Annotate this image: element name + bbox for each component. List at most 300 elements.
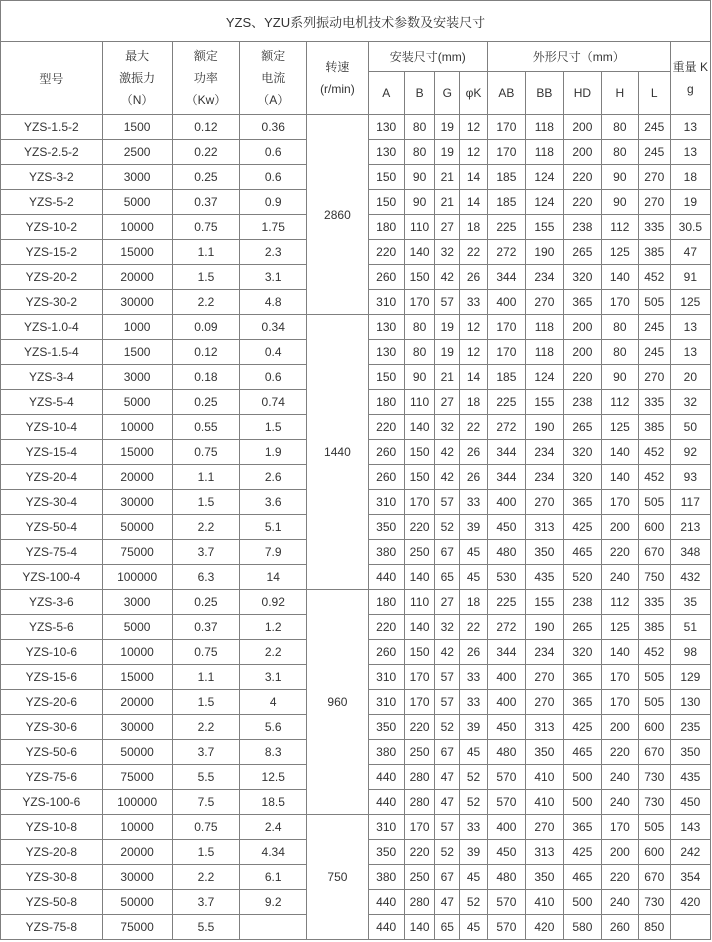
table-cell: 280	[404, 765, 435, 790]
table-cell: 270	[638, 190, 670, 215]
model-cell: YZS-10-2	[1, 215, 103, 240]
table-cell: 400	[487, 290, 525, 315]
table-cell: 47	[435, 890, 460, 915]
table-cell: 385	[638, 415, 670, 440]
table-cell: 30.5	[670, 215, 710, 240]
table-cell: 420	[525, 915, 563, 940]
table-cell: 200	[563, 315, 601, 340]
table-cell: 3000	[102, 165, 172, 190]
table-cell: 155	[525, 215, 563, 240]
table-cell: 30000	[102, 290, 172, 315]
model-cell: YZS-100-6	[1, 790, 103, 815]
table-cell: 170	[404, 490, 435, 515]
table-cell: 265	[563, 615, 601, 640]
table-cell: 2.2	[172, 515, 240, 540]
table-cell: 245	[638, 340, 670, 365]
table-cell: 1.1	[172, 665, 240, 690]
table-cell: 260	[368, 465, 404, 490]
table-cell: 150	[404, 640, 435, 665]
table-cell: 465	[563, 540, 601, 565]
table-cell: 57	[435, 290, 460, 315]
table-cell: 20000	[102, 690, 172, 715]
table-cell: 238	[563, 390, 601, 415]
table-cell: 850	[638, 915, 670, 940]
table-cell: 80	[601, 115, 638, 140]
table-cell: 170	[404, 665, 435, 690]
table-cell: 143	[670, 815, 710, 840]
table-cell: 365	[563, 290, 601, 315]
model-cell: YZS-2.5-2	[1, 140, 103, 165]
table-cell: 32	[435, 615, 460, 640]
table-cell: 90	[601, 365, 638, 390]
table-cell: 580	[563, 915, 601, 940]
table-cell: 26	[460, 640, 488, 665]
table-cell: 235	[670, 715, 710, 740]
table-cell: 18	[460, 390, 488, 415]
table-cell: 33	[460, 490, 488, 515]
table-cell: 245	[638, 140, 670, 165]
table-cell: 45	[460, 540, 488, 565]
table-cell: 335	[638, 390, 670, 415]
table-cell: 75000	[102, 765, 172, 790]
table-cell: 272	[487, 615, 525, 640]
model-cell: YZS-30-8	[1, 865, 103, 890]
table-cell: 90	[404, 365, 435, 390]
table-cell: 365	[563, 490, 601, 515]
table-cell: 90	[601, 190, 638, 215]
model-cell: YZS-75-4	[1, 540, 103, 565]
table-cell: 140	[404, 615, 435, 640]
table-cell: 10000	[102, 215, 172, 240]
table-cell: 140	[601, 465, 638, 490]
header-model: 型号	[1, 42, 103, 115]
header-max-exciting-force: 最大 激振力 （N）	[102, 42, 172, 115]
table-cell: 344	[487, 465, 525, 490]
table-cell: 440	[368, 765, 404, 790]
table-cell: 21	[435, 190, 460, 215]
table-cell: 18	[460, 215, 488, 240]
table-cell: 242	[670, 840, 710, 865]
table-cell: 600	[638, 715, 670, 740]
table-cell: 140	[404, 240, 435, 265]
table-cell: 365	[563, 665, 601, 690]
table-cell: 92	[670, 440, 710, 465]
table-cell: 313	[525, 715, 563, 740]
table-cell: 52	[460, 790, 488, 815]
table-cell: 385	[638, 240, 670, 265]
model-cell: YZS-100-4	[1, 565, 103, 590]
table-cell: 234	[525, 640, 563, 665]
table-cell: 91	[670, 265, 710, 290]
table-cell: 155	[525, 390, 563, 415]
table-cell: 440	[368, 890, 404, 915]
table-cell: 47	[670, 240, 710, 265]
table-cell: 320	[563, 640, 601, 665]
table-cell: 500	[563, 890, 601, 915]
table-cell: 12	[460, 140, 488, 165]
table-cell: 380	[368, 540, 404, 565]
table-cell: 350	[368, 715, 404, 740]
table-cell: 320	[563, 465, 601, 490]
table-cell: 5000	[102, 390, 172, 415]
table-cell: 410	[525, 765, 563, 790]
table-cell: 200	[563, 340, 601, 365]
table-cell: 440	[368, 915, 404, 940]
table-cell: 185	[487, 190, 525, 215]
table-cell: 15000	[102, 665, 172, 690]
table-cell: 335	[638, 590, 670, 615]
table-cell: 2.4	[240, 815, 307, 840]
model-cell: YZS-15-2	[1, 240, 103, 265]
table-cell: 170	[601, 665, 638, 690]
header-install-dimensions: 安装尺寸(mm)	[368, 42, 487, 72]
table-cell: 0.55	[172, 415, 240, 440]
header-rated-current: 额定 电流 （A）	[240, 42, 307, 115]
table-cell: 260	[368, 640, 404, 665]
table-cell: 344	[487, 265, 525, 290]
table-cell: 57	[435, 665, 460, 690]
table-cell: 480	[487, 865, 525, 890]
table-cell: 0.22	[172, 140, 240, 165]
table-cell: 225	[487, 590, 525, 615]
table-cell: 0.92	[240, 590, 307, 615]
table-cell: 0.18	[172, 365, 240, 390]
table-cell: 57	[435, 490, 460, 515]
table-cell: 57	[435, 815, 460, 840]
table-cell: 20	[670, 365, 710, 390]
table-cell	[240, 915, 307, 940]
model-cell: YZS-30-4	[1, 490, 103, 515]
model-cell: YZS-20-6	[1, 690, 103, 715]
table-cell: 5000	[102, 190, 172, 215]
table-cell: 180	[368, 390, 404, 415]
table-cell: 15000	[102, 440, 172, 465]
table-cell: 125	[601, 415, 638, 440]
table-cell: 32	[435, 415, 460, 440]
table-cell: 350	[670, 740, 710, 765]
table-cell: 19	[435, 340, 460, 365]
table-cell: 200	[601, 840, 638, 865]
table-cell: 52	[435, 715, 460, 740]
table-cell: 344	[487, 440, 525, 465]
table-cell: 140	[601, 440, 638, 465]
table-cell: 220	[601, 540, 638, 565]
table-cell: 50000	[102, 515, 172, 540]
table-cell: 425	[563, 715, 601, 740]
table-cell: 12.5	[240, 765, 307, 790]
table-cell: 15000	[102, 240, 172, 265]
table-cell: 80	[404, 140, 435, 165]
table-cell: 260	[368, 265, 404, 290]
table-cell: 112	[601, 590, 638, 615]
table-cell: 5.6	[240, 715, 307, 740]
table-cell: 0.75	[172, 440, 240, 465]
table-cell: 26	[460, 465, 488, 490]
table-cell: 118	[525, 340, 563, 365]
table-cell: 225	[487, 215, 525, 240]
table-cell: 265	[563, 240, 601, 265]
table-cell: 3.1	[240, 665, 307, 690]
table-cell: 570	[487, 790, 525, 815]
table-cell: 45	[460, 865, 488, 890]
table-cell: 80	[601, 340, 638, 365]
table-cell: 0.25	[172, 390, 240, 415]
table-cell: 3000	[102, 365, 172, 390]
table-cell: 450	[670, 790, 710, 815]
table-cell: 4.8	[240, 290, 307, 315]
table-cell: 465	[563, 740, 601, 765]
table-cell: 570	[487, 890, 525, 915]
table-cell: 440	[368, 790, 404, 815]
table-cell: 2.2	[240, 640, 307, 665]
table-cell: 14	[460, 165, 488, 190]
table-cell: 400	[487, 490, 525, 515]
table-cell: 1500	[102, 115, 172, 140]
table-cell: 1.1	[172, 240, 240, 265]
table-cell: 118	[525, 115, 563, 140]
table-cell: 400	[487, 690, 525, 715]
table-cell: 200	[601, 515, 638, 540]
table-cell: 1.9	[240, 440, 307, 465]
table-cell: 270	[638, 365, 670, 390]
table-cell: 0.6	[240, 165, 307, 190]
table-cell: 400	[487, 815, 525, 840]
table-cell: 18	[460, 590, 488, 615]
table-cell: 47	[435, 765, 460, 790]
table-cell: 200	[563, 140, 601, 165]
model-cell: YZS-5-4	[1, 390, 103, 415]
header-col-h: H	[601, 72, 638, 115]
table-cell: 400	[487, 665, 525, 690]
table-cell: 270	[525, 665, 563, 690]
table-cell: 505	[638, 665, 670, 690]
table-cell: 350	[525, 865, 563, 890]
table-body	[1, 115, 711, 940]
model-cell: YZS-50-8	[1, 890, 103, 915]
table-cell: 1.5	[240, 415, 307, 440]
table-cell: 570	[487, 915, 525, 940]
table-cell: 344	[487, 640, 525, 665]
table-cell: 52	[460, 890, 488, 915]
table-cell: 354	[670, 865, 710, 890]
table-cell: 245	[638, 115, 670, 140]
table-cell: 505	[638, 815, 670, 840]
table-cell: 170	[487, 115, 525, 140]
table-cell: 1.75	[240, 215, 307, 240]
table-cell: 1.2	[240, 615, 307, 640]
table-cell: 130	[368, 315, 404, 340]
table-cell: 180	[368, 215, 404, 240]
table-cell: 130	[368, 340, 404, 365]
table-cell: 2.2	[172, 715, 240, 740]
table-cell: 2.3	[240, 240, 307, 265]
table-cell: 420	[670, 890, 710, 915]
table-cell: 0.12	[172, 115, 240, 140]
table-cell: 100000	[102, 565, 172, 590]
table-cell: 6.1	[240, 865, 307, 890]
table-cell: 10000	[102, 640, 172, 665]
table-cell: 130	[368, 115, 404, 140]
table-cell: 320	[563, 265, 601, 290]
table-cell: 7.5	[172, 790, 240, 815]
table-cell: 67	[435, 865, 460, 890]
model-cell: YZS-1.5-4	[1, 340, 103, 365]
table-cell: 1500	[102, 340, 172, 365]
table-cell: 45	[460, 915, 488, 940]
table-cell: 238	[563, 590, 601, 615]
table-cell: 250	[404, 540, 435, 565]
table-cell: 75000	[102, 540, 172, 565]
table-cell: 350	[525, 740, 563, 765]
table-cell: 190	[525, 615, 563, 640]
table-cell: 42	[435, 440, 460, 465]
table-cell: 140	[404, 415, 435, 440]
speed-cell: 2860	[307, 115, 369, 315]
table-cell: 500	[563, 765, 601, 790]
table-cell: 26	[460, 440, 488, 465]
table-cell: 220	[404, 840, 435, 865]
table-cell: 26	[460, 265, 488, 290]
table-cell: 450	[487, 515, 525, 540]
table-cell: 270	[525, 815, 563, 840]
table-cell: 570	[487, 765, 525, 790]
table-cell: 13	[670, 340, 710, 365]
table-cell: 42	[435, 465, 460, 490]
model-cell: YZS-20-4	[1, 465, 103, 490]
table-cell: 1.5	[172, 490, 240, 515]
table-cell: 13	[670, 315, 710, 340]
table-cell: 0.09	[172, 315, 240, 340]
table-cell: 33	[460, 690, 488, 715]
table-cell: 0.75	[172, 640, 240, 665]
header-col-a: A	[368, 72, 404, 115]
table-cell: 245	[638, 315, 670, 340]
table-cell: 150	[368, 190, 404, 215]
table-cell: 1.5	[172, 265, 240, 290]
table-cell: 435	[670, 765, 710, 790]
table-cell: 220	[563, 190, 601, 215]
table-cell: 280	[404, 790, 435, 815]
table-cell: 730	[638, 890, 670, 915]
model-cell: YZS-15-6	[1, 665, 103, 690]
table-cell: 0.74	[240, 390, 307, 415]
table-cell: 220	[368, 240, 404, 265]
table-cell: 52	[435, 840, 460, 865]
table-cell: 220	[601, 865, 638, 890]
table-cell: 730	[638, 790, 670, 815]
table-cell: 32	[670, 390, 710, 415]
table-cell: 2.2	[172, 865, 240, 890]
table-cell: 600	[638, 515, 670, 540]
table-cell: 0.6	[240, 365, 307, 390]
table-cell: 505	[638, 490, 670, 515]
table-cell: 150	[368, 365, 404, 390]
table-cell: 313	[525, 840, 563, 865]
table-cell: 750	[638, 565, 670, 590]
model-cell: YZS-5-2	[1, 190, 103, 215]
model-cell: YZS-10-4	[1, 415, 103, 440]
table-cell: 80	[404, 115, 435, 140]
table-row	[1, 590, 711, 615]
table-cell: 14	[460, 190, 488, 215]
table-cell: 170	[601, 290, 638, 315]
table-cell: 30000	[102, 490, 172, 515]
table-cell: 140	[601, 265, 638, 290]
table-cell: 170	[487, 140, 525, 165]
table-cell: 13	[670, 115, 710, 140]
table-cell: 435	[525, 565, 563, 590]
table-row	[1, 815, 711, 840]
table-cell: 3000	[102, 590, 172, 615]
model-cell: YZS-75-6	[1, 765, 103, 790]
table-cell: 240	[601, 890, 638, 915]
table-cell: 20000	[102, 265, 172, 290]
table-cell: 220	[368, 415, 404, 440]
model-cell: YZS-1.5-2	[1, 115, 103, 140]
table-cell: 670	[638, 540, 670, 565]
table-cell: 27	[435, 590, 460, 615]
table-cell: 140	[404, 915, 435, 940]
table-cell: 19	[435, 315, 460, 340]
table-cell: 42	[435, 265, 460, 290]
table-cell: 39	[460, 515, 488, 540]
model-cell: YZS-1.0-4	[1, 315, 103, 340]
table-cell: 52	[460, 765, 488, 790]
table-cell: 170	[404, 690, 435, 715]
table-cell: 125	[670, 290, 710, 315]
table-cell: 170	[487, 340, 525, 365]
table-cell: 530	[487, 565, 525, 590]
table-cell: 50	[670, 415, 710, 440]
header-rated-power: 额定 功率 （Kw）	[172, 42, 240, 115]
table-cell: 1.5	[172, 840, 240, 865]
model-cell: YZS-20-8	[1, 840, 103, 865]
table-cell: 129	[670, 665, 710, 690]
table-cell: 150	[404, 465, 435, 490]
table-cell: 42	[435, 640, 460, 665]
table-cell: 80	[601, 315, 638, 340]
table-cell: 170	[404, 290, 435, 315]
table-cell: 600	[638, 840, 670, 865]
table-cell: 130	[368, 140, 404, 165]
table-cell: 350	[368, 840, 404, 865]
table-cell: 75000	[102, 915, 172, 940]
table-cell: 8.3	[240, 740, 307, 765]
model-cell: YZS-3-6	[1, 590, 103, 615]
table-cell: 100000	[102, 790, 172, 815]
table-cell: 18	[670, 165, 710, 190]
model-cell: YZS-50-6	[1, 740, 103, 765]
table-cell: 130	[670, 690, 710, 715]
table-cell: 90	[404, 165, 435, 190]
table-cell: 3.1	[240, 265, 307, 290]
table-cell: 67	[435, 740, 460, 765]
table-cell: 272	[487, 240, 525, 265]
table-cell: 2.6	[240, 465, 307, 490]
table-cell: 22	[460, 240, 488, 265]
table-cell: 80	[601, 140, 638, 165]
table-cell: 45	[460, 565, 488, 590]
table-cell: 140	[601, 640, 638, 665]
table-cell: 110	[404, 590, 435, 615]
table-cell: 3.6	[240, 490, 307, 515]
table-cell: 270	[525, 690, 563, 715]
table-cell: 51	[670, 615, 710, 640]
table-cell: 124	[525, 190, 563, 215]
table-cell: 240	[601, 790, 638, 815]
table-cell: 45	[460, 740, 488, 765]
table-cell: 234	[525, 440, 563, 465]
